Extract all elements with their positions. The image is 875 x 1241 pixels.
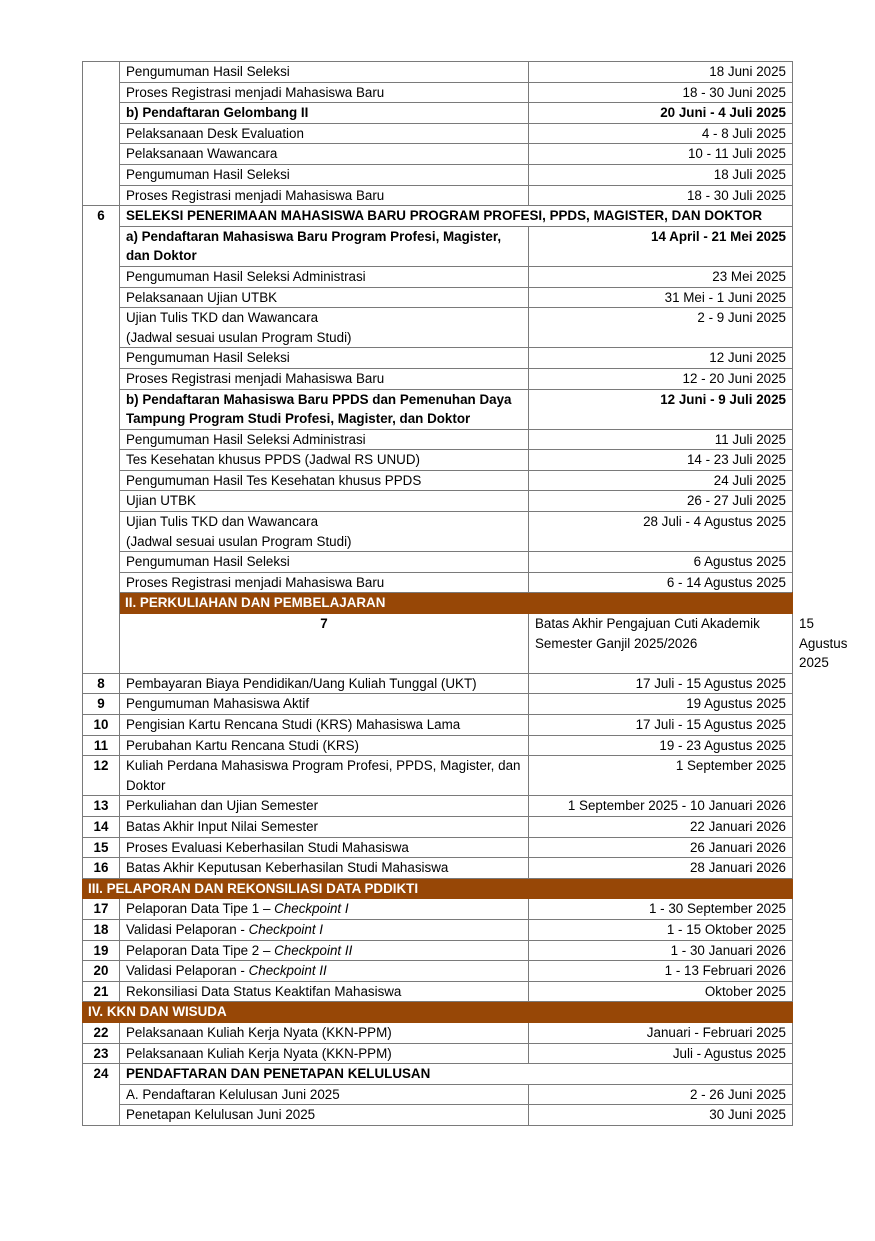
date-cell: 11 Juli 2025: [529, 429, 793, 450]
date-cell: 1 September 2025 - 10 Januari 2026: [529, 796, 793, 817]
date-cell: 2 - 9 Juni 2025: [529, 308, 793, 348]
subgroup-title: b) Pendaftaran Gelombang II: [120, 103, 529, 124]
date-cell: 6 Agustus 2025: [529, 552, 793, 573]
date-cell: 26 Januari 2026: [529, 837, 793, 858]
table-row: [83, 1022, 793, 1043]
activity-cell: Pengumuman Hasil Seleksi: [120, 62, 529, 83]
activity-cell: Batas Akhir Keputusan Keberhasilan Studi Mahasiswa: [120, 858, 529, 879]
table-row: [83, 429, 793, 450]
date-cell: 18 - 30 Juni 2025: [529, 82, 793, 103]
activity-cell: Pelaksanaan Wawancara: [120, 144, 529, 165]
row-number: 22: [83, 1022, 120, 1043]
table-row: [83, 1084, 793, 1105]
activity-cell: Tes Kesehatan khusus PPDS (Jadwal RS UNUD): [120, 450, 529, 471]
table-row: [83, 940, 793, 961]
activity-cell: [120, 899, 529, 920]
table-row: [83, 715, 793, 736]
activity-cell: [120, 961, 529, 982]
activity-cell: Rekonsiliasi Data Status Keaktifan Mahasiswa: [120, 981, 529, 1002]
activity-cell: Batas Akhir Pengajuan Cuti Akademik Semester Ganjil 2025/2026: [529, 614, 793, 674]
table-row: [83, 62, 793, 83]
table-row: [83, 552, 793, 573]
activity-text: Ujian Tulis TKD dan Wawancara: [126, 514, 319, 530]
subgroup-header-row: [83, 226, 793, 266]
table-row: [83, 82, 793, 103]
date-cell: 22 Januari 2026: [529, 816, 793, 837]
row-number: 13: [83, 796, 120, 817]
activity-italic: Checkpoint II: [248, 963, 327, 979]
activity-cell: Perubahan Kartu Rencana Studi (KRS): [120, 735, 529, 756]
activity-cell: Pengisian Kartu Rencana Studi (KRS) Mahasiswa Lama: [120, 715, 529, 736]
activity-note: (Jadwal sesuai usulan Program Studi): [126, 533, 352, 549]
date-cell: 19 - 23 Agustus 2025: [529, 735, 793, 756]
row-number: 23: [83, 1043, 120, 1064]
table-row: [83, 512, 793, 552]
date-cell: 1 - 13 Februari 2026: [529, 961, 793, 982]
activity-text: Validasi Pelaporan -: [126, 963, 249, 979]
date-cell: 6 - 14 Agustus 2025: [529, 572, 793, 593]
activity-cell: Pengumuman Mahasiswa Aktif: [120, 694, 529, 715]
subgroup-title: a) Pendaftaran Mahasiswa Baru Program Profesi, Magister, dan Doktor: [120, 226, 529, 266]
subgroup-date: 12 Juni - 9 Juli 2025: [529, 389, 793, 429]
activity-cell: [120, 919, 529, 940]
row-number: 10: [83, 715, 120, 736]
date-cell: 1 - 30 Januari 2026: [529, 940, 793, 961]
date-cell: 17 Juli - 15 Agustus 2025: [529, 715, 793, 736]
table-row: [83, 123, 793, 144]
date-cell: 4 - 8 Juli 2025: [529, 123, 793, 144]
date-cell: 17 Juli - 15 Agustus 2025: [529, 673, 793, 694]
row-number: 7: [120, 614, 529, 674]
date-cell: 1 - 30 September 2025: [529, 899, 793, 920]
table-row: 7 Batas Akhir Pengajuan Cuti Akademik Semester Ganjil 2025/2026 15 Agustus 2025: [83, 614, 793, 674]
table-row: [83, 673, 793, 694]
activity-text: Validasi Pelaporan -: [126, 921, 249, 937]
activity-cell: [120, 512, 529, 552]
table-row: [83, 164, 793, 185]
section-header: [83, 593, 793, 614]
activity-cell: Proses Registrasi menjadi Mahasiswa Baru: [120, 185, 529, 206]
activity-text: Pelaporan Data Tipe 2 –: [126, 942, 275, 958]
row-number: 20: [83, 961, 120, 982]
row-number: 6: [83, 206, 120, 674]
date-cell: Januari - Februari 2025: [529, 1022, 793, 1043]
group-header-row: [83, 206, 793, 227]
table-row: [83, 491, 793, 512]
row-number: 9: [83, 694, 120, 715]
row-number: 18: [83, 919, 120, 940]
subgroup-title: b) Pendaftaran Mahasiswa Baru PPDS dan Pemenuhan Daya Tampung Program Studi Profesi, Magister, dan Doktor: [120, 389, 529, 429]
date-cell: Oktober 2025: [529, 981, 793, 1002]
table-row: [83, 961, 793, 982]
row-number: 8: [83, 673, 120, 694]
activity-cell: Pengumuman Hasil Seleksi: [120, 164, 529, 185]
group-title: SELEKSI PENERIMAAN MAHASISWA BARU PROGRAM PROFESI, PPDS, MAGISTER, DAN DOKTOR: [120, 206, 793, 227]
table-row: [83, 735, 793, 756]
date-cell: 2 - 26 Juni 2025: [529, 1084, 793, 1105]
date-cell: 18 - 30 Juli 2025: [529, 185, 793, 206]
subgroup-date: 14 April - 21 Mei 2025: [529, 226, 793, 266]
academic-calendar-table: [82, 61, 848, 1126]
row-number: 12: [83, 756, 120, 796]
activity-cell: Pengumuman Hasil Tes Kesehatan khusus PPDS: [120, 470, 529, 491]
date-cell: 12 - 20 Juni 2025: [529, 368, 793, 389]
date-cell: 12 Juni 2025: [529, 348, 793, 369]
date-cell: 24 Juli 2025: [529, 470, 793, 491]
activity-cell: Pengumuman Hasil Seleksi Administrasi: [120, 266, 529, 287]
activity-cell: Ujian UTBK: [120, 491, 529, 512]
table-row: [83, 470, 793, 491]
activity-cell: Proses Registrasi menjadi Mahasiswa Baru: [120, 82, 529, 103]
subgroup-date: 20 Juni - 4 Juli 2025: [529, 103, 793, 124]
activity-cell: Pelaksanaan Desk Evaluation: [120, 123, 529, 144]
table-row: [83, 858, 793, 879]
activity-note: (Jadwal sesuai usulan Program Studi): [126, 329, 352, 345]
row-number: 17: [83, 899, 120, 920]
activity-text: Ujian Tulis TKD dan Wawancara: [126, 310, 319, 326]
activity-cell: [120, 940, 529, 961]
date-cell: 10 - 11 Juli 2025: [529, 144, 793, 165]
section-title: IV. KKN DAN WISUDA: [83, 1002, 793, 1023]
activity-cell: A. Pendaftaran Kelulusan Juni 2025: [120, 1084, 529, 1105]
activity-cell: Pembayaran Biaya Pendidikan/Uang Kuliah Tunggal (UKT): [120, 673, 529, 694]
activity-cell: Proses Registrasi menjadi Mahasiswa Baru: [120, 368, 529, 389]
row-number: 24: [83, 1064, 120, 1126]
table-row: [83, 816, 793, 837]
date-cell: 18 Juni 2025: [529, 62, 793, 83]
table-row: [83, 1043, 793, 1064]
activity-cell: Pelaksanaan Kuliah Kerja Nyata (KKN-PPM): [120, 1022, 529, 1043]
activity-cell: Pengumuman Hasil Seleksi Administrasi: [120, 429, 529, 450]
activity-italic: Checkpoint II: [274, 942, 353, 958]
activity-cell: Pelaksanaan Kuliah Kerja Nyata (KKN-PPM): [120, 1043, 529, 1064]
date-cell: 14 - 23 Juli 2025: [529, 450, 793, 471]
table-row: [83, 837, 793, 858]
table-row: [83, 756, 793, 796]
group-title: PENDAFTARAN DAN PENETAPAN KELULUSAN: [120, 1064, 793, 1085]
row-number: [83, 62, 120, 206]
activity-cell: [120, 308, 529, 348]
table-row: [83, 796, 793, 817]
date-cell: 18 Juli 2025: [529, 164, 793, 185]
row-number: 21: [83, 981, 120, 1002]
activity-italic: Checkpoint I: [274, 901, 349, 917]
activity-cell: Proses Evaluasi Keberhasilan Studi Mahasiswa: [120, 837, 529, 858]
table-row: [83, 308, 793, 348]
table-row: [83, 266, 793, 287]
table-row: [83, 1105, 793, 1126]
section-header: [83, 1002, 793, 1023]
table-row: [83, 144, 793, 165]
table-row: [83, 981, 793, 1002]
activity-italic: Checkpoint I: [248, 921, 324, 937]
table-row: [83, 450, 793, 471]
date-cell: 28 Juli - 4 Agustus 2025: [529, 512, 793, 552]
activity-cell: Pengumuman Hasil Seleksi: [120, 552, 529, 573]
activity-cell: Batas Akhir Input Nilai Semester: [120, 816, 529, 837]
group-header-row: [83, 1064, 793, 1085]
table-row: [83, 348, 793, 369]
date-cell: 31 Mei - 1 Juni 2025: [529, 287, 793, 308]
table-row: [83, 368, 793, 389]
row-number: 16: [83, 858, 120, 879]
section-header: [83, 878, 793, 899]
activity-cell: Perkuliahan dan Ujian Semester: [120, 796, 529, 817]
date-cell: 28 Januari 2026: [529, 858, 793, 879]
activity-cell: Penetapan Kelulusan Juni 2025: [120, 1105, 529, 1126]
table-row: [83, 185, 793, 206]
table-row: [83, 694, 793, 715]
table-row: [83, 287, 793, 308]
date-cell: 1 September 2025: [529, 756, 793, 796]
table-row: [83, 919, 793, 940]
activity-text: Pelaporan Data Tipe 1 –: [126, 901, 275, 917]
subgroup-header-row: [83, 103, 793, 124]
date-cell: Juli - Agustus 2025: [529, 1043, 793, 1064]
row-number: 11: [83, 735, 120, 756]
activity-cell: Proses Registrasi menjadi Mahasiswa Baru: [120, 572, 529, 593]
date-cell: 1 - 15 Oktober 2025: [529, 919, 793, 940]
date-cell: 19 Agustus 2025: [529, 694, 793, 715]
date-cell: 26 - 27 Juli 2025: [529, 491, 793, 512]
activity-cell: Kuliah Perdana Mahasiswa Program Profesi, PPDS, Magister, dan Doktor: [120, 756, 529, 796]
table-row: [83, 899, 793, 920]
activity-cell: Pelaksanaan Ujian UTBK: [120, 287, 529, 308]
row-number: 15: [83, 837, 120, 858]
date-cell: 23 Mei 2025: [529, 266, 793, 287]
subgroup-header-row: [83, 389, 793, 429]
section-title: II. PERKULIAHAN DAN PEMBELAJARAN: [120, 593, 793, 614]
section-title: III. PELAPORAN DAN REKONSILIASI DATA PDDIKTI: [83, 878, 793, 899]
date-cell: 30 Juni 2025: [529, 1105, 793, 1126]
row-number: 19: [83, 940, 120, 961]
row-number: 14: [83, 816, 120, 837]
activity-cell: Pengumuman Hasil Seleksi: [120, 348, 529, 369]
table-row: [83, 572, 793, 593]
